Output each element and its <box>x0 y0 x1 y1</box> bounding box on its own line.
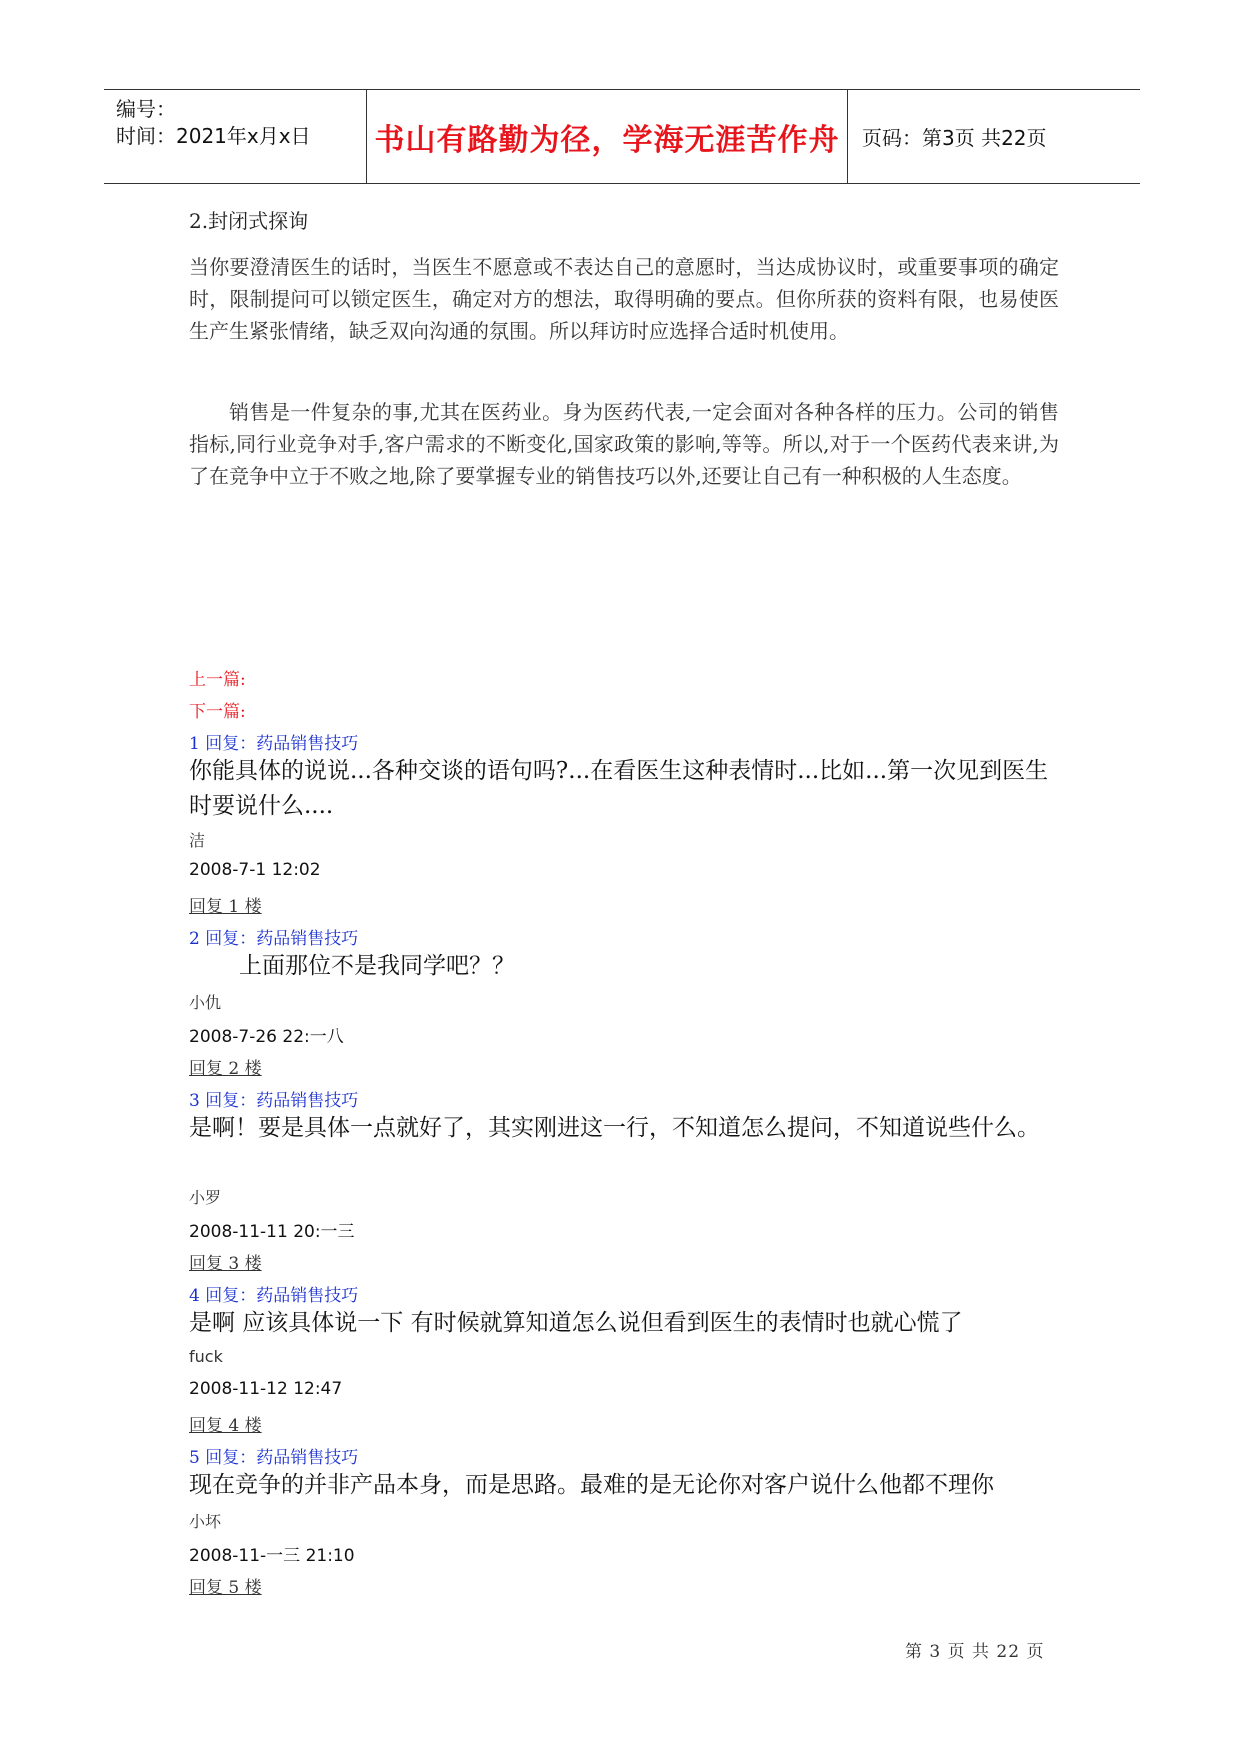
reply-author: 小罗 <box>189 1188 222 1207</box>
reply-date: 2008-11-一三 21:10 <box>189 1546 355 1566</box>
reply-floor-link[interactable]: 回复 3 楼 <box>189 1254 262 1274</box>
header-motto-cell <box>367 90 848 183</box>
reply-date: 2008-11-11 20:一三 <box>189 1222 355 1242</box>
reply-body: 是啊 应该具体说一下 有时候就算知道怎么说但看到医生的表情时也就心慌了 <box>189 1310 963 1336</box>
paragraph: 当你要澄清医生的话时，当医生不愿意或不表达自己的意愿时，当达成协议时，或重要事项的确定时，限制提问可以锁定医生，确定对方的想法，取得明确的要点。但你所获的资料有限，也易使医生产生紧张情绪，缺乏双向沟通的氛围。所以拜访时应选择合适时机使用。 <box>189 255 1059 343</box>
reply-author: 小仇 <box>189 993 222 1012</box>
reply-body: 是啊！要是具体一点就好了，其实刚进这一行，不知道怎么提问，不知道说些什么。 <box>189 1115 1040 1141</box>
reply-author: 洁 <box>189 831 206 850</box>
reply-title[interactable]: 3 回复：药品销售技巧 <box>189 1091 359 1111</box>
reply-body: 现在竞争的并非产品本身，而是思路。最难的是无论你对客户说什么他都不理你 <box>189 1472 994 1498</box>
reply-title[interactable]: 4 回复：药品销售技巧 <box>189 1286 359 1306</box>
prev-article-link[interactable]: 上一篇: <box>189 670 246 690</box>
page-info: 页码：第3页 共22页 <box>862 126 1047 150</box>
number-label: 编号： <box>116 97 176 121</box>
page-footer: 第 3 页 共 22 页 <box>905 1642 1045 1662</box>
reply-body: 你能具体的说说...各种交谈的语句吗?...在看医生这种表情时...比如...第一次见到医生时要说什么.... <box>189 758 1049 819</box>
reply-date: 2008-7-26 22:一八 <box>189 1027 344 1047</box>
reply-date: 2008-7-1 12:02 <box>189 860 321 880</box>
reply-author: fuck <box>189 1347 223 1366</box>
reply-floor-link[interactable]: 回复 2 楼 <box>189 1059 262 1079</box>
reply-floor-link[interactable]: 回复 5 楼 <box>189 1578 262 1598</box>
reply-title[interactable]: 1 回复：药品销售技巧 <box>189 734 359 754</box>
header-meta <box>104 90 367 183</box>
reply-title[interactable]: 2 回复：药品销售技巧 <box>189 929 359 949</box>
motto: 书山有路勤为径，学海无涯苦作舟 <box>374 122 840 158</box>
paragraph: 销售是一件复杂的事,尤其在医药业。身为医药代表,一定会面对各种各样的压力。公司的销售指标,同行业竞争对手,客户需求的不断变化,国家政策的影响,等等。所以,对于一个医药代表来讲,为了在竞争中立于不败之地,除了要掌握专业的销售技巧以外,还要让自己有一种积极的人生态度。 <box>189 400 1059 488</box>
reply-floor-link[interactable]: 回复 4 楼 <box>189 1416 262 1436</box>
section-title: 2.封闭式探询 <box>189 209 309 233</box>
reply-body: 上面那位不是我同学吧？？ <box>239 953 515 979</box>
reply-title[interactable]: 5 回复：药品销售技巧 <box>189 1448 359 1468</box>
time-label: 时间：2021年x月x日 <box>116 124 311 148</box>
reply-floor-link[interactable]: 回复 1 楼 <box>189 897 262 917</box>
page-header <box>104 89 1140 184</box>
header-page-info <box>848 90 1140 183</box>
next-article-link[interactable]: 下一篇: <box>189 702 246 722</box>
reply-author: 小坏 <box>189 1512 222 1531</box>
reply-date: 2008-11-12 12:47 <box>189 1379 343 1399</box>
